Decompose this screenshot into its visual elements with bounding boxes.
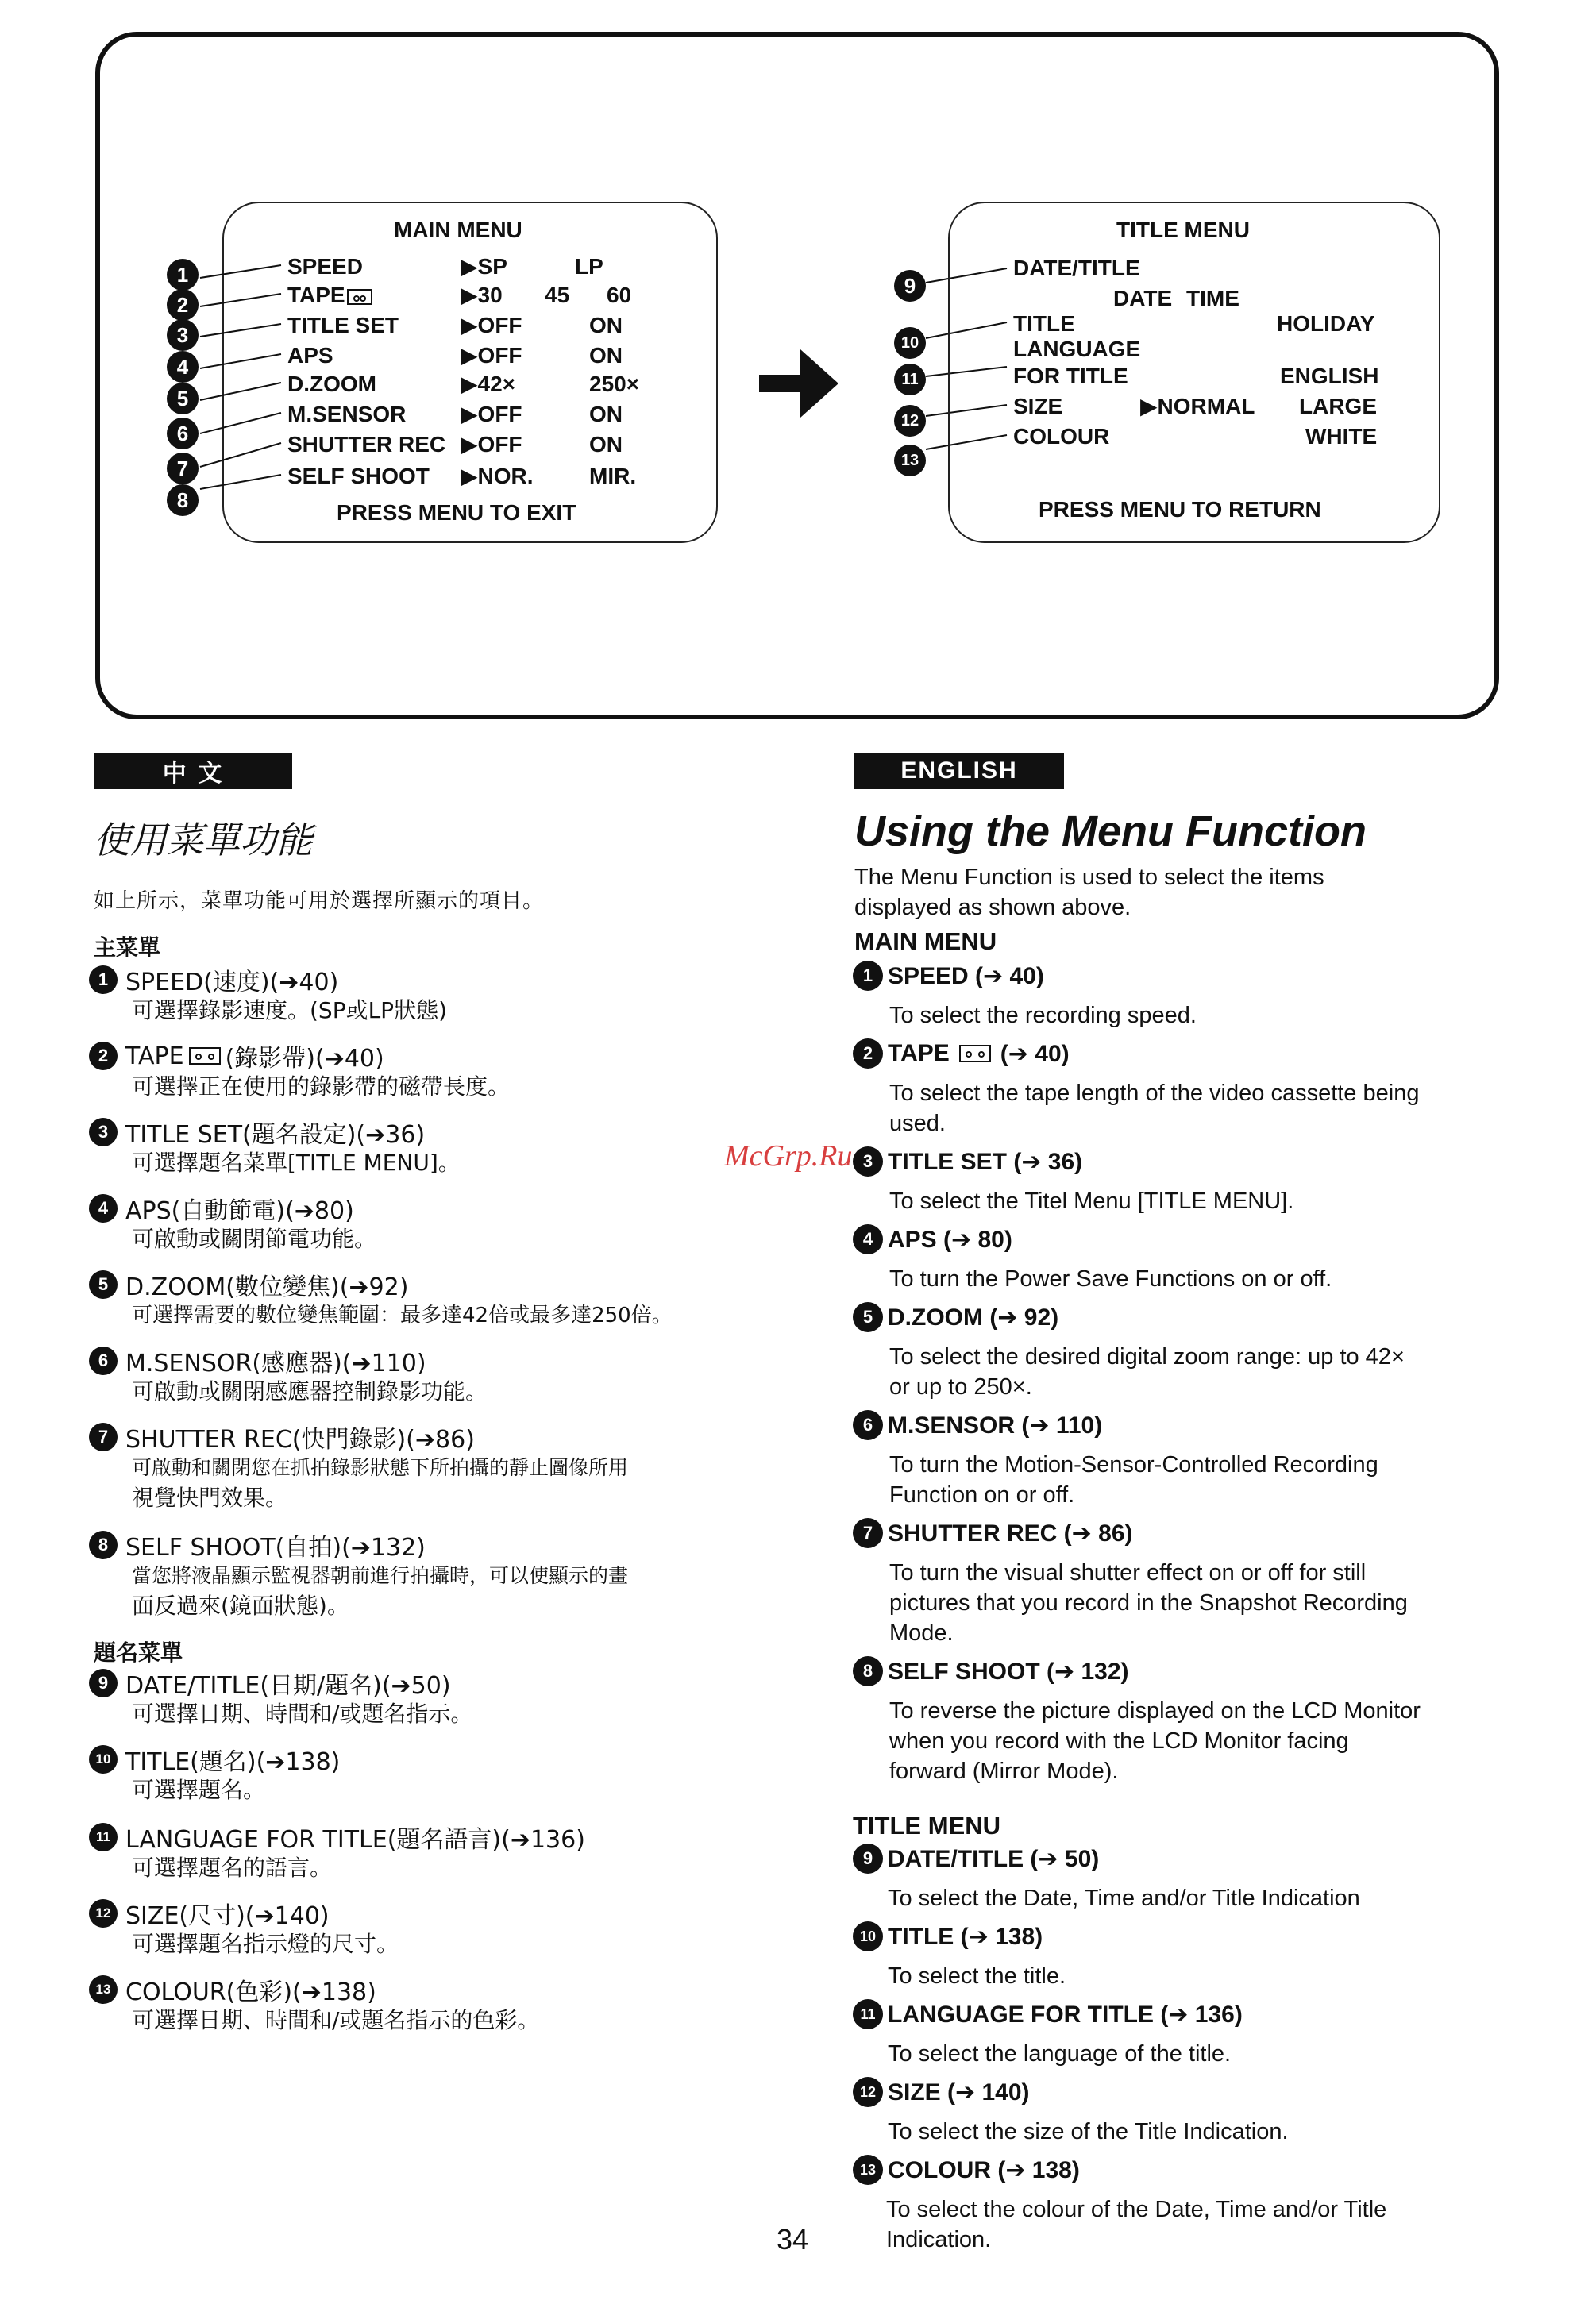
- en-language-label: ENGLISH: [854, 753, 1064, 789]
- en-item-1-badge: 1: [853, 961, 883, 991]
- main-menu-msensor-value-2: ON: [589, 402, 623, 426]
- title-menu-language-label-2: FOR TITLE: [1013, 364, 1128, 388]
- zh-item-13-desc: 可選擇日期、時間和/或題名指示的色彩。: [132, 2007, 540, 2033]
- callout-badge-4: 4: [167, 351, 199, 383]
- en-item-4-head: APS (➔ 80): [888, 1226, 1012, 1253]
- zh-item-3: [89, 1115, 425, 1150]
- zh-item-2-desc: 可選擇正在使用的錄影帶的磁帶長度。: [132, 1073, 511, 1100]
- zh-item-1-head: SPEED(速度)(➔40): [125, 969, 339, 996]
- title-menu-title-value: HOLIDAY: [1277, 311, 1375, 336]
- zh-item-9-desc: 可選擇日期、時間和/或題名指示。: [132, 1701, 473, 1727]
- main-menu-speed-value-2: LP: [575, 254, 603, 279]
- en-item-9-head: DATE/TITLE (➔ 50): [888, 1845, 1100, 1872]
- callout-badge-8: 8: [167, 484, 199, 516]
- en-item-9-badge: 9: [853, 1844, 883, 1874]
- en-item-6-badge: 6: [853, 1410, 883, 1440]
- callout-badge-11: 11: [894, 364, 926, 395]
- title-menu-title: TITLE MENU: [1116, 218, 1250, 242]
- zh-item-8: [89, 1528, 426, 1562]
- en-intro-line-2: displayed as shown above.: [854, 895, 1131, 920]
- zh-item-10-head: TITLE(題名)(➔138): [125, 1748, 341, 1776]
- main-menu-dzoom-label: D.ZOOM: [287, 372, 376, 396]
- watermark-text: McGrp.Ru: [724, 1139, 853, 1173]
- title-menu-language-value: ENGLISH: [1280, 364, 1379, 388]
- en-item-7-desc-3: Mode.: [889, 1620, 954, 1646]
- zh-item-8-desc-1: 當您將液晶顯示監視器朝前進行拍攝時，可以使顯示的畫: [132, 1564, 629, 1587]
- zh-heading: 使用菜單功能: [94, 819, 313, 861]
- en-item-11: [853, 1999, 1243, 2029]
- en-item-2-desc-1: To select the tape length of the video cassette being: [889, 1081, 1420, 1106]
- zh-item-12: [89, 1896, 330, 1931]
- en-item-3-head: TITLE SET (➔ 36): [888, 1148, 1083, 1175]
- en-item-1-head: SPEED (➔ 40): [888, 962, 1044, 989]
- en-item-12-badge: 12: [853, 2077, 883, 2107]
- main-menu-selfshoot-value-2: MIR.: [589, 464, 637, 488]
- zh-item-9-badge: 9: [89, 1669, 118, 1697]
- en-item-13: [853, 2155, 1080, 2185]
- title-menu-time-option: TIME: [1186, 286, 1239, 310]
- zh-item-12-badge: 12: [89, 1899, 118, 1928]
- title-menu-footer: PRESS MENU TO RETURN: [1039, 497, 1321, 522]
- en-item-3: [853, 1146, 1082, 1177]
- zh-item-10-badge: 10: [89, 1745, 118, 1774]
- zh-item-10-desc: 可選擇題名。: [132, 1777, 266, 1803]
- callout-badge-7: 7: [167, 453, 199, 484]
- main-menu-tape-value-2: 45: [545, 283, 570, 307]
- en-item-7-desc-2: pictures that you record in the Snapshot Recording: [889, 1590, 1408, 1616]
- en-item-11-badge: 11: [853, 1999, 883, 2029]
- zh-item-9: [89, 1666, 451, 1701]
- en-item-6-desc-2: Function on or off.: [889, 1482, 1075, 1508]
- title-menu-date-option: DATE: [1113, 286, 1173, 310]
- zh-item-4-badge: 4: [89, 1194, 118, 1223]
- main-menu-speed-label: SPEED: [287, 254, 363, 279]
- callout-badge-2: 2: [167, 289, 199, 321]
- main-menu-msensor-value-1: ▶OFF: [461, 402, 522, 426]
- en-item-2-head-a: TAPE: [888, 1040, 950, 1066]
- en-item-5-desc-1: To select the desired digital zoom range: up to 42×: [889, 1344, 1405, 1370]
- zh-item-7-head: SHUTTER REC(快門錄影)(➔86): [125, 1426, 475, 1454]
- en-item-9: [853, 1844, 1099, 1874]
- zh-item-13: [89, 1972, 376, 2007]
- en-item-3-desc: To select the Titel Menu [TITLE MENU].: [889, 1189, 1294, 1214]
- en-main-menu-label: MAIN MENU: [854, 927, 997, 955]
- zh-item-7-badge: 7: [89, 1423, 118, 1451]
- page-number: 34: [777, 2223, 809, 2256]
- main-menu-tape-value-3: 60: [607, 283, 632, 307]
- main-menu-aps-label: APS: [287, 343, 333, 368]
- zh-item-2: [89, 1038, 384, 1073]
- en-item-11-desc: To select the language of the title.: [888, 2041, 1232, 2067]
- zh-item-5-badge: 5: [89, 1270, 118, 1299]
- zh-item-7-desc-2: 視覺快門效果。: [132, 1485, 288, 1511]
- en-item-2-badge: 2: [853, 1038, 883, 1069]
- main-menu-titleset-label: TITLE SET: [287, 313, 399, 337]
- zh-item-6: [89, 1343, 426, 1378]
- en-item-7-head: SHUTTER REC (➔ 86): [888, 1520, 1133, 1547]
- callout-badge-12: 12: [894, 405, 926, 437]
- en-heading: Using the Menu Function: [854, 807, 1367, 855]
- en-item-10: [853, 1921, 1043, 1951]
- callout-badge-5: 5: [167, 383, 199, 414]
- zh-item-11: [89, 1820, 585, 1855]
- callout-badge-9: 9: [894, 270, 926, 302]
- en-item-1-desc: To select the recording speed.: [889, 1003, 1197, 1028]
- callout-badge-10: 10: [894, 327, 926, 359]
- main-menu-msensor-label: M.SENSOR: [287, 402, 407, 426]
- en-item-8-desc-3: forward (Mirror Mode).: [889, 1759, 1119, 1784]
- en-item-1: [853, 961, 1044, 991]
- zh-item-11-head: LANGUAGE FOR TITLE(題名語言)(➔136): [125, 1826, 585, 1854]
- zh-item-1-desc: 可選擇錄影速度。(SP或LP狀態): [132, 997, 447, 1023]
- zh-item-3-badge: 3: [89, 1118, 118, 1146]
- callout-badge-13: 13: [894, 445, 926, 476]
- zh-intro: 如上所示，菜單功能可用於選擇所顯示的項目。: [94, 889, 545, 913]
- zh-item-7-desc-1: 可啟動和關閉您在抓拍錄影狀態下所拍攝的靜止圖像所用: [132, 1456, 629, 1479]
- main-menu-selfshoot-value-1: ▶NOR.: [461, 464, 534, 488]
- title-menu-size-value-1: ▶NORMAL: [1140, 394, 1255, 418]
- title-menu-size-value-2: LARGE: [1299, 394, 1377, 418]
- zh-item-1: [89, 962, 338, 997]
- title-menu-datetitle-label: DATE/TITLE: [1013, 256, 1140, 280]
- callout-badge-3: 3: [167, 319, 199, 351]
- title-menu-colour-label: COLOUR: [1013, 424, 1110, 449]
- en-tape-cassette-icon: [959, 1045, 991, 1062]
- en-item-8-head: SELF SHOOT (➔ 132): [888, 1658, 1129, 1685]
- zh-item-2-head-b: (錄影帶)(➔40): [225, 1045, 384, 1073]
- zh-item-4-head: APS(自動節電)(➔80): [125, 1197, 354, 1225]
- zh-item-5: [89, 1267, 408, 1302]
- title-menu-language-label-1: LANGUAGE: [1013, 337, 1141, 361]
- main-menu-shutterrec-value-1: ▶OFF: [461, 432, 522, 457]
- en-item-2: [853, 1038, 1070, 1069]
- zh-title-menu-label: 題名菜單: [94, 1639, 183, 1666]
- en-item-2-desc-2: used.: [889, 1111, 946, 1136]
- title-menu-title-label: TITLE: [1013, 311, 1075, 336]
- zh-item-12-head: SIZE(尺寸)(➔140): [125, 1902, 330, 1930]
- zh-tape-cassette-icon: [189, 1047, 221, 1065]
- en-item-8-desc-1: To reverse the picture displayed on the LCD Monitor: [889, 1698, 1421, 1724]
- zh-item-2-badge: 2: [89, 1042, 118, 1070]
- main-menu-footer: PRESS MENU TO EXIT: [337, 500, 576, 525]
- zh-item-5-head: D.ZOOM(數位變焦)(➔92): [125, 1273, 409, 1301]
- main-menu-titleset-value-2: ON: [589, 313, 623, 337]
- en-item-10-badge: 10: [853, 1921, 883, 1951]
- en-item-7-badge: 7: [853, 1518, 883, 1548]
- zh-item-6-head: M.SENSOR(感應器)(➔110): [125, 1350, 426, 1377]
- zh-item-12-desc: 可選擇題名指示燈的尺寸。: [132, 1931, 399, 1957]
- en-item-11-head: LANGUAGE FOR TITLE (➔ 136): [888, 2001, 1243, 2028]
- zh-item-4: [89, 1191, 354, 1226]
- zh-item-8-desc-2: 面反過來(鏡面狀態)。: [132, 1593, 349, 1619]
- zh-item-6-desc: 可啟動或關閉感應器控制錄影功能。: [132, 1378, 488, 1404]
- en-item-8: [853, 1656, 1129, 1686]
- zh-main-menu-label: 主菜單: [94, 934, 161, 961]
- en-item-8-badge: 8: [853, 1656, 883, 1686]
- main-menu-title: MAIN MENU: [394, 218, 522, 242]
- en-item-9-desc: To select the Date, Time and/or Title Indication: [888, 1886, 1360, 1911]
- zh-item-11-badge: 11: [89, 1823, 118, 1851]
- main-menu-tape-value-1: ▶30: [461, 283, 503, 307]
- en-item-10-head: TITLE (➔ 138): [888, 1923, 1043, 1950]
- en-item-7-desc-1: To turn the visual shutter effect on or off for still: [889, 1560, 1367, 1585]
- en-intro-line-1: The Menu Function is used to select the items: [854, 865, 1324, 890]
- zh-item-1-badge: 1: [89, 965, 118, 994]
- en-item-4-badge: 4: [853, 1224, 883, 1254]
- main-menu-dzoom-value-2: 250×: [589, 372, 640, 396]
- en-item-13-desc-2: Indication.: [886, 2227, 992, 2252]
- main-menu-shutterrec-label: SHUTTER REC: [287, 432, 446, 457]
- zh-item-9-head: DATE/TITLE(日期/題名)(➔50): [125, 1672, 451, 1700]
- zh-item-2-head-a: TAPE: [125, 1042, 184, 1070]
- en-item-2-head-b: (➔ 40): [1000, 1040, 1070, 1067]
- zh-item-13-badge: 13: [89, 1975, 118, 2004]
- zh-item-8-badge: 8: [89, 1531, 118, 1559]
- main-menu-shutterrec-value-2: ON: [589, 432, 623, 457]
- main-menu-dzoom-value-1: ▶42×: [461, 372, 516, 396]
- zh-language-label: 中 文: [94, 753, 292, 789]
- en-item-12: [853, 2077, 1030, 2107]
- zh-item-7: [89, 1420, 475, 1454]
- en-item-6-desc-1: To turn the Motion-Sensor-Controlled Recording: [889, 1452, 1378, 1478]
- zh-item-5-desc: 可選擇需要的數位變焦範圍：最多達42倍或最多達250倍。: [132, 1304, 673, 1327]
- main-menu-tape-text: TAPE: [287, 283, 345, 307]
- en-title-menu-label: TITLE MENU: [853, 1812, 1000, 1840]
- zh-item-13-head: COLOUR(色彩)(➔138): [125, 1978, 376, 2006]
- main-menu-selfshoot-label: SELF SHOOT: [287, 464, 430, 488]
- en-item-4: [853, 1224, 1012, 1254]
- en-item-4-desc: To turn the Power Save Functions on or off.: [889, 1266, 1332, 1292]
- zh-item-3-desc: 可選擇題名菜單[TITLE MENU]。: [132, 1150, 461, 1176]
- en-item-10-desc: To select the title.: [888, 1963, 1066, 1989]
- en-item-5-badge: 5: [853, 1302, 883, 1332]
- en-item-13-head: COLOUR (➔ 138): [888, 2156, 1080, 2183]
- main-menu-aps-value-2: ON: [589, 343, 623, 368]
- right-arrow-icon: [759, 349, 838, 422]
- en-item-12-desc: To select the size of the Title Indication.: [888, 2119, 1289, 2144]
- title-menu-colour-value: WHITE: [1305, 424, 1378, 449]
- en-item-13-desc-1: To select the colour of the Date, Time and/or Title: [886, 2197, 1387, 2222]
- title-menu-size-label: SIZE: [1013, 394, 1063, 418]
- main-menu-titleset-value-1: ▶OFF: [461, 313, 522, 337]
- en-item-6: [853, 1410, 1102, 1440]
- en-item-12-head: SIZE (➔ 140): [888, 2079, 1030, 2106]
- callout-badge-6: 6: [167, 418, 199, 449]
- zh-item-11-desc: 可選擇題名的語言。: [132, 1855, 333, 1881]
- en-item-6-head: M.SENSOR (➔ 110): [888, 1412, 1103, 1439]
- en-item-5: [853, 1302, 1058, 1332]
- callout-badge-1: 1: [167, 259, 199, 291]
- en-item-5-desc-2: or up to 250×.: [889, 1374, 1032, 1400]
- zh-item-10: [89, 1742, 340, 1777]
- zh-item-3-head: TITLE SET(題名設定)(➔36): [125, 1121, 426, 1149]
- main-menu-aps-value-1: ▶OFF: [461, 343, 522, 368]
- en-item-13-badge: 13: [853, 2155, 883, 2185]
- en-item-8-desc-2: when you record with the LCD Monitor facing: [889, 1728, 1349, 1754]
- en-item-7: [853, 1518, 1133, 1548]
- en-item-3-badge: 3: [853, 1146, 883, 1177]
- zh-item-8-head: SELF SHOOT(自拍)(➔132): [125, 1534, 426, 1562]
- zh-item-6-badge: 6: [89, 1347, 118, 1375]
- main-menu-speed-value-1: ▶SP: [461, 254, 507, 279]
- zh-item-4-desc: 可啟動或關閉節電功能。: [132, 1226, 377, 1252]
- en-item-5-head: D.ZOOM (➔ 92): [888, 1304, 1059, 1331]
